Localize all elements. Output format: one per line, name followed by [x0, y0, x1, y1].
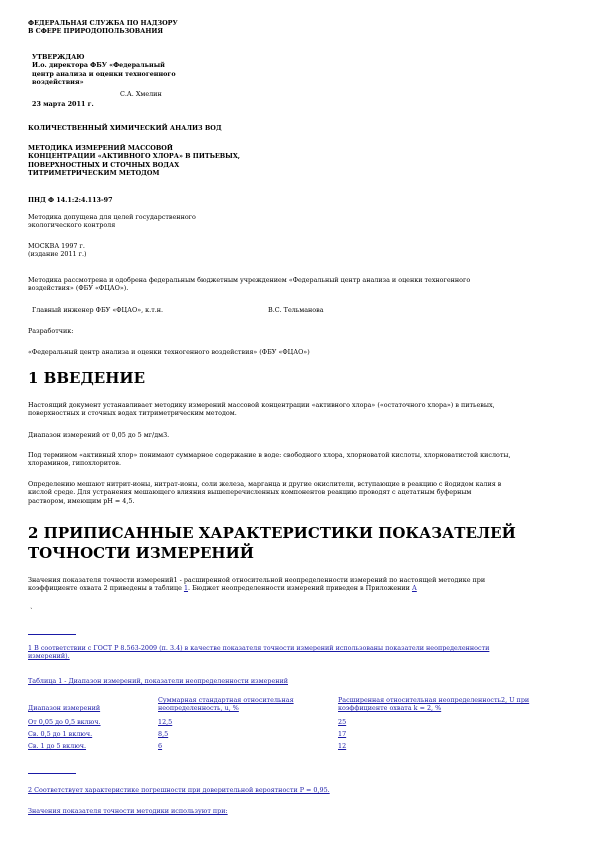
category-title: КОЛИЧЕСТВЕННЫЙ ХИМИЧЕСКИЙ АНАЛИЗ ВОД — [28, 124, 222, 132]
header-u[interactable] — [158, 696, 338, 712]
cell-range[interactable]: Св. 1 до 5 включ. — [28, 742, 87, 750]
approval-title: УТВЕРЖДАЮ — [32, 53, 85, 61]
cell-U[interactable]: 25 — [338, 718, 347, 726]
header-u-line-2: неопределенность, u, % — [158, 704, 239, 712]
approval-date: 23 марта 2011 г. — [32, 100, 94, 108]
s1p1-line-1: Настоящий документ устанавливает методику измерений массовой концентрации «активного хлора» («остаточного хлора») в питьевых, — [28, 401, 495, 409]
approval-line-2: центр анализа и оценки техногенного — [32, 69, 176, 78]
engineer-name: В.С. Тельманова — [268, 306, 324, 314]
approval-line-3: воздействия» — [32, 78, 84, 87]
table-row — [28, 730, 568, 738]
s1p3-line-1: Под термином «активный хлор» понимают суммарное содержание в воде: свободного хлора, хлорноватой кислоты, хлорноватистой кислоты, — [28, 451, 511, 459]
edition-line-1: МОСКВА 1997 г. — [28, 242, 85, 250]
stray-tick: ` — [30, 607, 34, 615]
permit-line-1: Методика допущена для целей государственного — [28, 213, 196, 221]
header-U-line-2: коэффициенте охвата k = 2, % — [338, 704, 442, 712]
method-title — [28, 144, 568, 178]
section-1-paragraph-1 — [28, 401, 568, 418]
edition-info — [28, 242, 568, 259]
agency-line-2: В СФЕРЕ ПРИРОДОПОЛЬЗОВАНИЯ — [28, 27, 164, 36]
table-1-link[interactable]: 1 — [183, 584, 189, 593]
s1p3-line-2: хлораминов, гипохлоритов. — [28, 459, 121, 468]
s1p4-line-3: раствором, имеющим рН = 4,5. — [28, 496, 135, 505]
document-code: ПНД Ф 14.1:2:4.113-97 — [28, 196, 113, 204]
s2p1-text-a: коэффициенте охвата 2 приведены в таблице — [28, 584, 184, 593]
table-1 — [28, 696, 568, 750]
s1p4-line-2: кислой среде. Для устранения мешающего влияния вышеперечисленных компонентов реакцию проводят с ацетатным буферным — [28, 488, 472, 497]
cell-u[interactable]: 6 — [158, 742, 163, 750]
method-title-line-4: ТИТРИМЕТРИЧЕСКИМ МЕТОДОМ — [28, 169, 160, 178]
method-title-line-1: МЕТОДИКА ИЗМЕРЕНИЙ МАССОВОЙ — [28, 144, 173, 152]
method-title-line-2: КОНЦЕНТРАЦИИ «АКТИВНОГО ХЛОРА» В ПИТЬЕВЫХ, — [28, 152, 241, 161]
header-U-line-1: Расширенная относительная неопределенность2, U при — [338, 696, 530, 704]
cell-u[interactable]: 12,5 — [158, 718, 173, 726]
developer-label: Разработчик: — [28, 327, 74, 335]
table-header-row — [28, 696, 568, 712]
accuracy-usage-link[interactable]: Значения показателя точности методики используют при: — [28, 807, 228, 815]
cell-u[interactable]: 8,5 — [158, 730, 169, 738]
cell-range[interactable]: От 0,05 до 0,5 включ. — [28, 718, 101, 726]
footnote-2-rule — [28, 773, 76, 774]
review-line-2: воздействия» (ФБУ «ФЦАО»). — [28, 284, 129, 293]
footnote-1-line-1: 1 В соответствии с ГОСТ Р 8.563-2009 (п. 3.4) в качестве показателя точности измерений использованы показатели неопределенности — [28, 644, 490, 652]
cell-U[interactable]: 17 — [338, 730, 347, 738]
s1p4-line-1: Определению мешают нитрит-ионы, нитрат-ионы, соли железа, марганца и другие окислители, вступающие в реакцию с йодидом калия в — [28, 480, 502, 488]
s1p1-line-2: поверхностных и сточных водах титриметрическим методом. — [28, 409, 237, 418]
footnote-1-line-2: измерений). — [28, 652, 70, 661]
cell-U[interactable]: 12 — [338, 742, 347, 750]
approval-line-1: И.о. директора ФБУ «Федеральный — [32, 61, 165, 70]
review-line-1: Методика рассмотрена и одобрена федеральным бюджетным учреждением «Федеральный центр анализа и оценки техногенного — [28, 276, 471, 284]
footnote-1-rule — [28, 634, 76, 635]
section-2-heading — [28, 523, 568, 563]
section-1-paragraph-2: Диапазон измерений от 0,05 до 5 мг/дм3. — [28, 431, 170, 439]
header-range[interactable]: Диапазон измерений — [28, 704, 101, 712]
section-1-paragraph-3 — [28, 451, 568, 468]
developer-name: «Федеральный центр анализа и оценки техногенного воздействия» (ФБУ «ФЦАО») — [28, 348, 310, 356]
appendix-a-link[interactable]: А — [411, 584, 417, 593]
cell-range[interactable]: Св. 0,5 до 1 включ. — [28, 730, 93, 738]
footnote-1-link[interactable] — [28, 644, 568, 661]
s2p1-text-b: . Бюджет неопределенности измерений приведен в Приложении — [188, 584, 412, 593]
agency-header — [28, 19, 568, 36]
agency-line-1: ФЕДЕРАЛЬНАЯ СЛУЖБА ПО НАДЗОРУ — [28, 19, 178, 27]
edition-line-2: (издание 2011 г.) — [28, 250, 87, 259]
table-row — [28, 718, 568, 726]
permit-note — [28, 213, 568, 230]
approval-block — [32, 53, 572, 87]
section-2-paragraph-1 — [28, 576, 568, 593]
engineer-role: Главный инженер ФБУ «ФЦАО», к.т.н. — [32, 306, 164, 314]
header-U[interactable] — [338, 696, 568, 712]
table-1-caption[interactable]: Таблица 1 - Диапазон измерений, показатели неопределенности измерений — [28, 677, 289, 685]
table-row — [28, 742, 568, 750]
s2-heading-line-2: ТОЧНОСТИ ИЗМЕРЕНИЙ — [28, 544, 254, 562]
section-1-paragraph-4 — [28, 480, 568, 505]
s2p1-line-1: Значения показателя точности измерений1 - расширенной относительной неопределенности измерений по настоящей методике при — [28, 576, 486, 584]
method-title-line-3: ПОВЕРХНОСТНЫХ И СТОЧНЫХ ВОДАХ — [28, 160, 180, 169]
permit-line-2: экологического контроля — [28, 221, 116, 230]
s2-heading-line-1: 2 ПРИПИСАННЫЕ ХАРАКТЕРИСТИКИ ПОКАЗАТЕЛЕЙ — [28, 524, 516, 542]
approval-signature: С.А. Хмелин — [120, 90, 162, 98]
header-u-line-1: Суммарная стандартная относительная — [158, 696, 294, 704]
review-note — [28, 276, 568, 293]
s2p1-line-2 — [28, 584, 568, 592]
section-1-heading: 1 ВВЕДЕНИЕ — [28, 369, 145, 387]
footnote-2-link[interactable]: 2 Соответствует характеристике погрешности при доверительной вероятности Р = 0,95. — [28, 786, 330, 794]
